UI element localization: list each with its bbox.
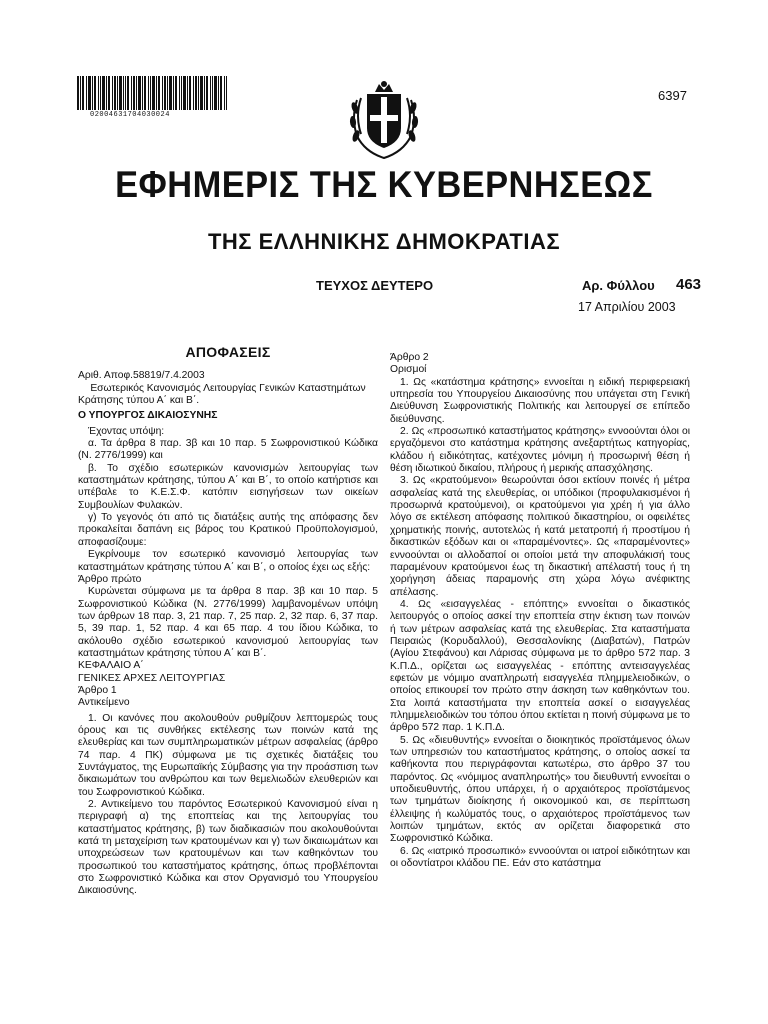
paragraph: Έχοντας υπόψη: <box>88 425 165 437</box>
paragraph: 2. Αντικείμενο του παρόντος Εσωτερικού Κανονισμού είναι η περιγραφή α) της εποπτείας και της λειτουργίας του καταστήματος κράτησης, β) των διαδικασιών που ακολουθούνται κατά τη μεταχείριση των κρατουμένων και γ) των δικαιωμάτων και υποχρεώσεων των κρατουμένων και των καθηκόντων του προσωπικού του καταστήματος κράτησης, όπως προβλέπονται στο Σωφρονιστικό Κώδικα και στον Οργανισμό του Υπουργείου Δικαιοσύνης. <box>78 799 378 897</box>
masthead-subtitle: ΤΗΣ ΕΛΛΗΝΙΚΗΣ ΔΗΜΟΚΡΑΤΙΑΣ <box>207 229 561 254</box>
left-column <box>78 346 378 898</box>
chapter-heading: ΚΕΦΑΛΑΙΟ Α΄ <box>78 660 144 672</box>
decision-number: Αριθ. Αποφ.58819/7.4.2003 <box>78 370 205 382</box>
article-title: Αντικείμενο <box>78 697 130 709</box>
sheet-number: 463 <box>676 276 702 293</box>
article-heading: Άρθρο πρώτο <box>78 573 142 585</box>
paragraph: 2. Ως «προσωπικό καταστήματος κράτησης» εννοούνται όλοι οι εργαζόμενοι στο κατάστημα κράτησης ανεξαρτήτως κατηγορίας, κλάδου ή ειδικότητας, κατέχοντες μόνιμη ή προσωρινή θέση ή θέση ιδιωτικού δικαίου, πλήρους ή μερικής απασχόλησης. <box>390 426 690 475</box>
barcode-digits: 02004631704030024 <box>90 111 170 119</box>
paragraph: 1. Ως «κατάστημα κράτησης» εννοείται η ειδική περιφερειακή υπηρεσία του Υπουργείου Δικαιοσύνης που υπάγεται στη Γενική Διεύθυνση Σωφρονιστικής Πολιτικής και λειτουργεί σε επίπεδο διεύθυνσης. <box>390 376 690 425</box>
article-title: Ορισμοί <box>390 364 427 376</box>
coat-of-arms-icon <box>347 78 421 160</box>
paragraph: γ) Το γεγονός ότι από τις διατάξεις αυτής της απόφασης δεν προκαλείται δαπάνη εις βάρος του Κρατικού Προϋπολογισμού, αποφασίζουμε: <box>78 512 378 548</box>
section-title: ΑΠΟΦΑΣΕΙΣ <box>185 344 271 360</box>
paragraph: 6. Ως «ιατρικό προσωπικό» εννοούνται οι ιατροί ειδικότητων και οι οδοντίατροι κλάδου ΠΕ. Εάν στο κατάστημα <box>390 845 690 870</box>
page-number: 6397 <box>658 88 687 103</box>
paragraph: Εγκρίνουμε τον εσωτερικό κανονισμό λειτουργίας των καταστημάτων κράτησης τύπου Α΄ και Β΄, ο οποίος έχει ως εξής: <box>78 549 378 573</box>
paragraph: α. Τα άρθρα 8 παρ. 3β και 10 παρ. 5 Σωφρονιστικού Κώδικα (Ν. 2776/1999) και <box>78 438 378 462</box>
decision-subject: Εσωτερικός Κανονισμός Λειτουργίας Γενικών Καταστημάτων Κράτησης τύπου Α΄ και Β΄. <box>78 382 366 407</box>
paragraph: 3. Ως «κρατούμενοι» θεωρούνται όσοι εκτίουν ποινές ή μέτρα ασφαλείας κατά της ελευθερίας, οι υπόδικοι (προφυλακισμένοι ή προσωρινά κρατούμενοι), οι κρατούμενοι για χρέη ή για άλλο λόγο σε εκτέλεση απόφασης πολιτικού δικαστηρίου, οι οφειλέτες χρηματικής ποινής, αυτοτελώς ή κατά μετατροπή ή προστίμου ή δικαστικών εξόδων και οι «παραμένοντες». Ως «παραμένοντες» εννοούνται οι αλλοδαποί οι οποίοι μετά την αποφυλάκισή τους παραμένουν κρατούμενοι έως τη δικαστική απέλαστή τους ή τη χορήγηση άδειας παραμονής στη χώρα λόγω ανέφικτης απέλασης. <box>390 475 690 598</box>
paragraph: β. Το σχέδιο εσωτερικών κανονισμών λειτουργίας των καταστημάτων κράτησης, τύπου Α΄ και Β΄, το οποίο κατήρτισε και υπέβαλε το Κ.Ε.Σ.Φ. κατόπιν εισηγήσεων των οικείων Συμβουλίων Φυλακών. <box>78 462 378 511</box>
paragraph: 1. Οι κανόνες που ακολουθούν ρυθμίζουν λεπτομερώς τους όρους και τις συνθήκες εκτέλεσης των ποινών κατά της ελευθερίας και των συμπληρωματικών μέτρων ασφαλείας (άρθρο 74 παρ. 4 ΠΚ) σύμφωνα με τις σχετικές διατάξεις του Συντάγματος, της Ευρωπαϊκής Σύμβασης για την προάσπιση των δικαιωμάτων του ανθρώπου και των θεμελιωδών ελευθεριών και του Σωφρονιστικού Κώδικα. <box>78 712 378 798</box>
paragraph: Κυρώνεται σύμφωνα με τα άρθρα 8 παρ. 3β και 10 παρ. 5 Σωφρονιστικού Κώδικα (Ν. 2776/1999) λαμβανομένων υπόψη των άρθρων 18 παρ. 3, 21 παρ. 7, 25 παρ. 2, 32 παρ. 6, 37 παρ. 5, 39 παρ. 1, 52 παρ. 4 και 65 παρ. 4 του ίδιου Κώδικα, το ακόλουθο σχέδιο εσωτερικού κανονισμού λειτουργίας των καταστημάτων κράτησης τύπου Α΄ και Β΄. <box>78 586 378 659</box>
chapter-title: ΓΕΝΙΚΕΣ ΑΡΧΕΣ ΛΕΙΤΟΥΡΓΙΑΣ <box>78 672 226 684</box>
paragraph: 5. Ως «διευθυντής» εννοείται ο διοικητικός προϊστάμενος όλων των υπηρεσιών του καταστήματος κράτησης, ο οποίος ασκεί τα καθήκοντα που περιγράφονται κατωτέρω, στο άρθρο 37 του παρόντος. Ως «νόμιμος αναπληρωτής» του διευθυντή εννοείται ο υποδιευθυντής, όπου υπάρχει, ή ο αρχαιότερος προϊστάμενος των τμημάτων διοίκησης ή οικονομικού και, σε περίπτωση έλλειψης ή κωλύματός τους, ο αρχαιότερος προϊστάμενος των λοιπών τμημάτων, εκτός αν ορίζεται διαφορετικά στο Σωφρονιστικό Κώδικα. <box>390 734 690 845</box>
issue-date: 17 Απριλίου 2003 <box>578 300 676 314</box>
sheet-label: Αρ. Φύλλου <box>582 278 655 293</box>
masthead-title: ΕΦΗΜΕΡΙΣ ΤΗΣ ΚΥΒΕΡΝΗΣΕΩΣ <box>115 164 653 205</box>
issue-series: ΤΕΥΧΟΣ ΔΕΥΤΕΡΟ <box>316 278 434 293</box>
article-heading: Άρθρο 2 <box>390 352 429 363</box>
barcode <box>77 76 227 110</box>
paragraph: 4. Ως «εισαγγελέας - επόπτης» εννοείται ο δικαστικός λειτουργός ο οποίος ασκεί την εποπτεία στην έκτιση των ποινών ή των μέτρων ασφαλείας κατά της ελευθερίας. Στα καταστήματα Πειραιώς (Κορυδαλλού), Θεσσαλονίκης (Διαβατών), Πατρών (Αγίου Στεφάνου) και Λάρισας σύμφωνα με το άρθρο 572 παρ. 3 Κ.Π.Δ., ορίζεται ως εισαγγελέας - επόπτης αντεισαγγελέας εφετών με νόμιμο αναπληρωτή εισαγγελέα πλημμελειοδικών, ο οποίος επικουρεί τον πρώτο στην άσκηση των καθηκόντων του. Στα λοιπά καταστήματα την εποπτεία ασκεί ο εισαγγελέας πλημμελειοδικών του τόπου όπου εκτίεται η ποινή σύμφωνα με το άρθρο 572 παρ. 1 Κ.Π.Δ. <box>390 598 690 734</box>
right-column <box>390 352 690 870</box>
article-heading: Άρθρο 1 <box>78 684 117 696</box>
issuing-authority: Ο ΥΠΟΥΡΓΟΣ ΔΙΚΑΙΟΣΥΝΗΣ <box>78 410 218 422</box>
